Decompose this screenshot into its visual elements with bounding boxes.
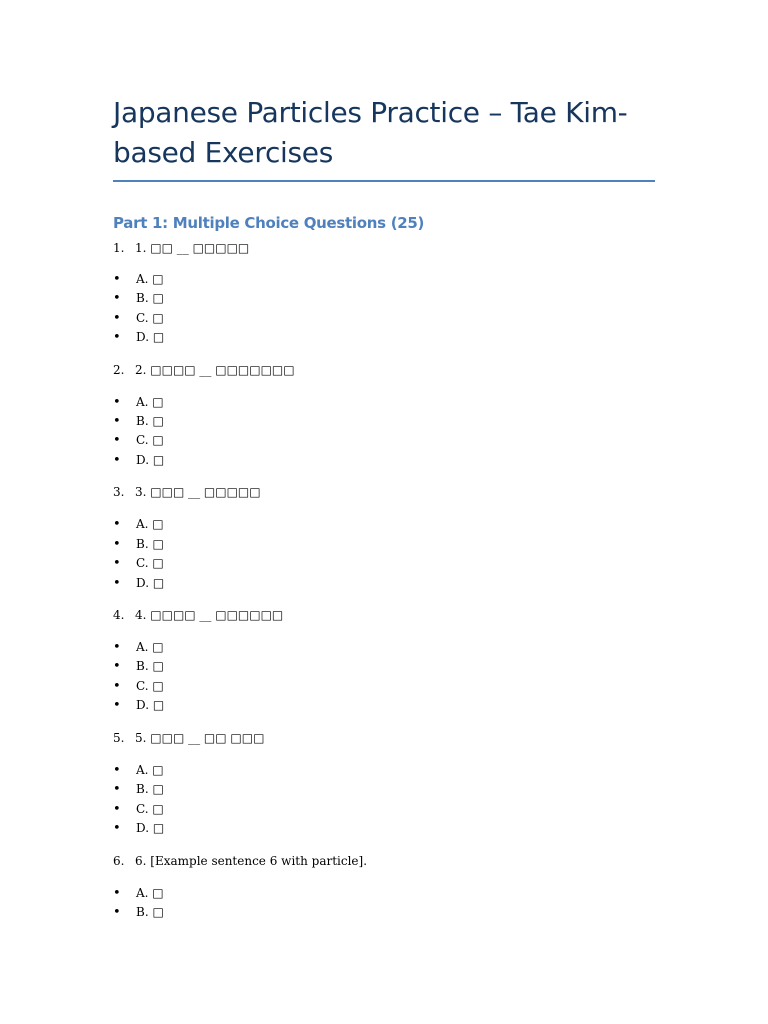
- option-label: A. □: [136, 640, 164, 654]
- answer-option: [113, 452, 164, 469]
- answer-option: [113, 432, 164, 449]
- option-label: D. □: [136, 821, 165, 835]
- question-number: 2.: [113, 363, 125, 377]
- option-label: C. □: [136, 802, 164, 816]
- option-label: B. □: [136, 659, 164, 673]
- question-line: [113, 240, 249, 256]
- bullet-icon: •: [113, 517, 121, 532]
- bullet-icon: •: [113, 537, 121, 552]
- option-label: A. □: [136, 395, 164, 409]
- bullet-icon: •: [113, 763, 121, 778]
- bullet-icon: •: [113, 640, 121, 655]
- question-line: [113, 730, 264, 746]
- answer-option: [113, 555, 164, 572]
- bullet-icon: •: [113, 679, 121, 694]
- answer-option: [113, 413, 164, 430]
- answer-option: [113, 536, 164, 553]
- bullet-icon: •: [113, 453, 121, 468]
- bullet-icon: •: [113, 782, 121, 797]
- option-label: B. □: [136, 414, 164, 428]
- bullet-icon: •: [113, 659, 121, 674]
- bullet-icon: •: [113, 395, 121, 410]
- option-label: A. □: [136, 886, 164, 900]
- option-label: A. □: [136, 517, 164, 531]
- question-text: 3. □□□ __ □□□□□: [135, 485, 261, 499]
- answer-option: [113, 885, 164, 902]
- answer-option: [113, 290, 164, 307]
- section-heading: Part 1: Multiple Choice Questions (25): [113, 214, 425, 232]
- question-text: 4. □□□□ __ □□□□□□: [135, 608, 284, 622]
- answer-option: [113, 781, 164, 798]
- question-number: 1.: [113, 241, 125, 255]
- answer-option: [113, 762, 164, 779]
- question-text: 6. [Example sentence 6 with particle].: [135, 854, 368, 868]
- answer-option: [113, 310, 164, 327]
- bullet-icon: •: [113, 414, 121, 429]
- option-label: B. □: [136, 782, 164, 796]
- option-label: D. □: [136, 453, 165, 467]
- question-text: 2. □□□□ __ □□□□□□□: [135, 363, 295, 377]
- question-line: [113, 853, 367, 869]
- answer-option: [113, 697, 164, 714]
- bullet-icon: •: [113, 698, 121, 713]
- answer-option: [113, 801, 164, 818]
- question-line: [113, 362, 295, 378]
- option-label: A. □: [136, 763, 164, 777]
- bullet-icon: •: [113, 291, 121, 306]
- answer-option: [113, 516, 164, 533]
- option-label: D. □: [136, 698, 165, 712]
- option-label: C. □: [136, 311, 164, 325]
- answer-option: [113, 271, 164, 288]
- answer-option: [113, 820, 164, 837]
- answer-option: [113, 678, 164, 695]
- question-number: 3.: [113, 485, 125, 499]
- bullet-icon: •: [113, 576, 121, 591]
- answer-option: [113, 329, 164, 346]
- bullet-icon: •: [113, 886, 121, 901]
- bullet-icon: •: [113, 905, 121, 920]
- option-label: D. □: [136, 330, 165, 344]
- option-label: B. □: [136, 537, 164, 551]
- bullet-icon: •: [113, 272, 121, 287]
- bullet-icon: •: [113, 330, 121, 345]
- option-label: C. □: [136, 433, 164, 447]
- answer-option: [113, 904, 164, 921]
- question-text: 5. □□□ __ □□ □□□: [135, 731, 265, 745]
- question-number: 4.: [113, 608, 125, 622]
- answer-option: [113, 394, 164, 411]
- bullet-icon: •: [113, 821, 121, 836]
- option-label: B. □: [136, 905, 164, 919]
- question-number: 5.: [113, 731, 125, 745]
- answer-option: [113, 639, 164, 656]
- bullet-icon: •: [113, 433, 121, 448]
- document-title: Japanese Particles Practice – Tae Kim-based Exercises: [113, 96, 628, 169]
- option-label: A. □: [136, 272, 164, 286]
- question-number: 6.: [113, 854, 125, 868]
- option-label: C. □: [136, 556, 164, 570]
- question-text: 1. □□ __ □□□□□: [135, 241, 250, 255]
- bullet-icon: •: [113, 802, 121, 817]
- option-label: D. □: [136, 576, 165, 590]
- bullet-icon: •: [113, 311, 121, 326]
- answer-option: [113, 575, 164, 592]
- bullet-icon: •: [113, 556, 121, 571]
- question-line: [113, 484, 261, 500]
- option-label: C. □: [136, 679, 164, 693]
- question-line: [113, 607, 283, 623]
- answer-option: [113, 658, 164, 675]
- option-label: B. □: [136, 291, 164, 305]
